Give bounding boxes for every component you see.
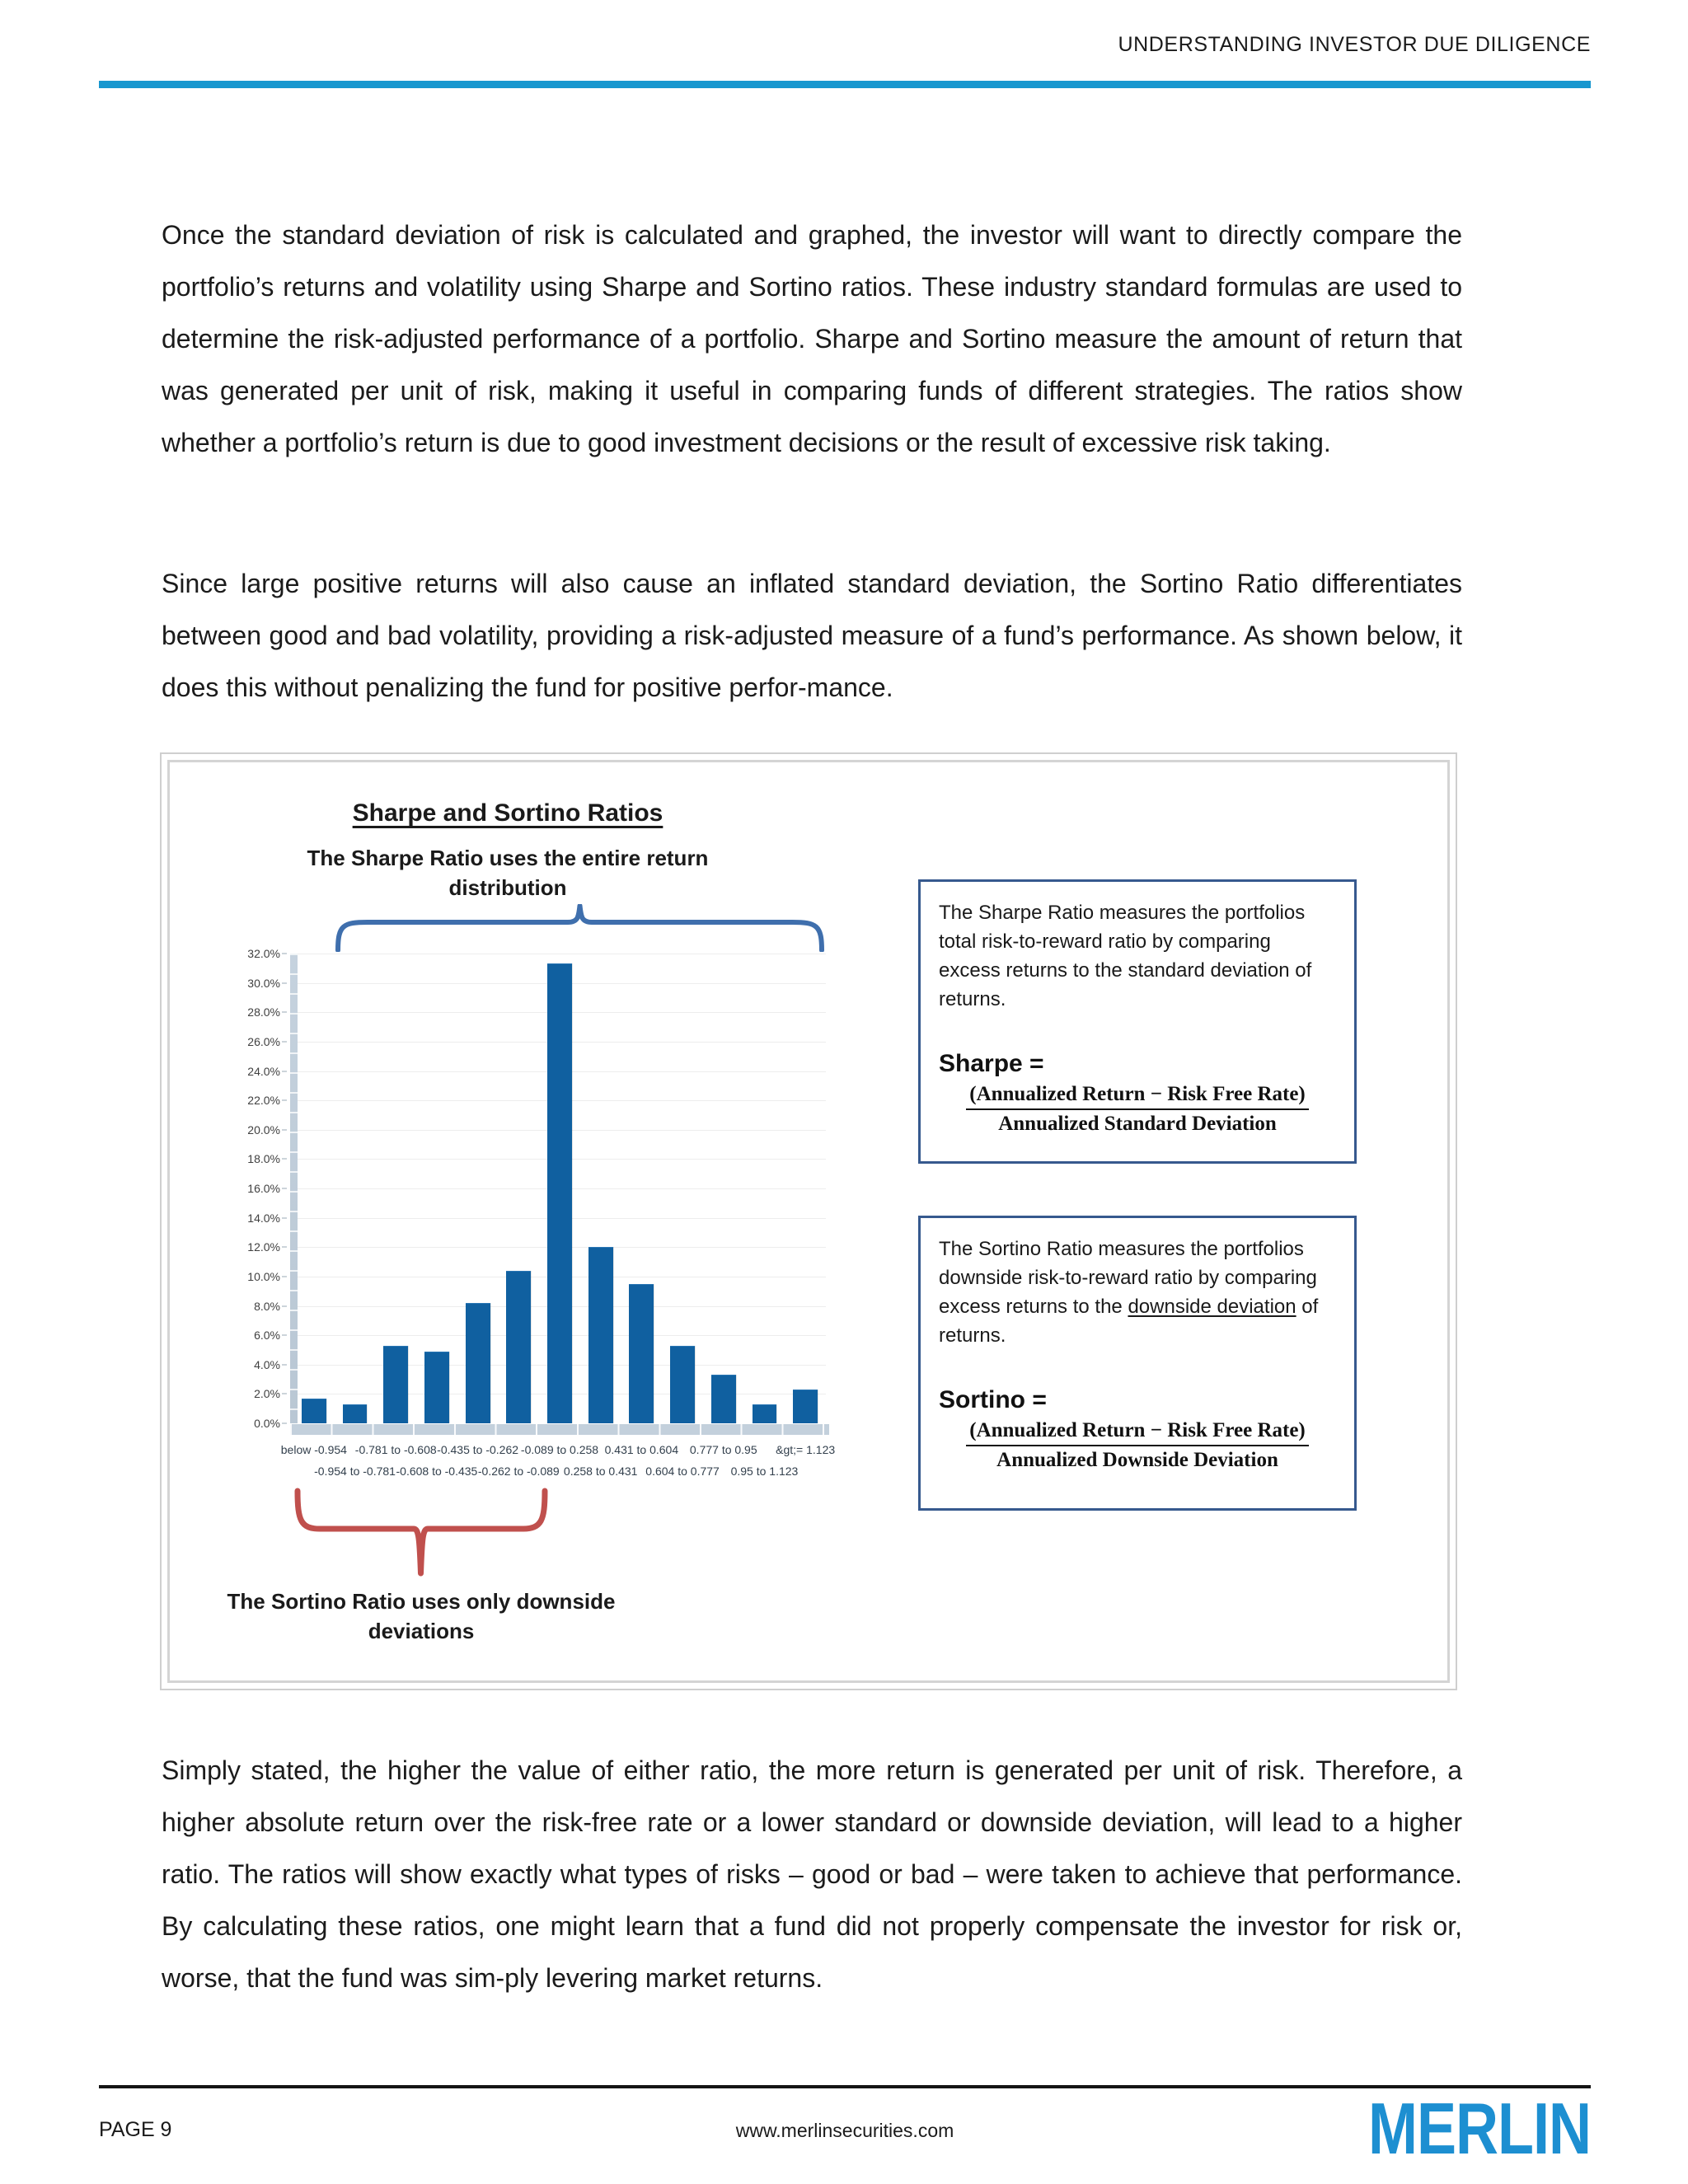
sortino-description-part2: of returns.	[939, 1296, 1319, 1347]
y-axis-tick-label: 30.0%	[247, 976, 280, 990]
paragraph-1: Once the standard deviation of risk is calculated and graphed, the investor will want to directly compare the portfolio’s returns and volatility using Sharpe and Sortino ratios. These industry standard formulas are used to determine the risk-adjusted performance of a portfolio. Sharpe and Sortino measure the amount of return that was generated per unit of risk, making it useful in comparing funds of different strategies. The ratios show whether a portfolio’s return is due to good investment decisions or the result of excessive risk taking.	[162, 220, 1462, 457]
bar-slot	[580, 954, 621, 1423]
sharpe-info-box	[918, 879, 1357, 1164]
bar-slot	[744, 954, 785, 1423]
x-axis-tick-label: below -0.954	[280, 1443, 347, 1456]
bar-slot	[335, 954, 376, 1423]
y-axis-tick-mark	[282, 1335, 287, 1336]
y-axis-tick-mark	[282, 1188, 287, 1189]
chart-bar	[547, 963, 572, 1423]
bar-slot	[375, 954, 416, 1423]
bar-slot	[662, 954, 703, 1423]
chart-bar	[302, 1399, 326, 1423]
sharpe-formula-denominator: Annualized Standard Deviation	[998, 1113, 1277, 1135]
merlin-logo: MERLIN	[1368, 2089, 1591, 2170]
y-axis-tick-label: 22.0%	[247, 1094, 280, 1108]
bar-slot	[621, 954, 663, 1423]
y-axis-tick-label: 2.0%	[254, 1387, 280, 1401]
chart-bar	[588, 1247, 613, 1423]
y-axis-tick-mark	[282, 1364, 287, 1365]
figure-title: Sharpe and Sortino Ratios	[352, 799, 663, 827]
bar-slot	[293, 954, 335, 1423]
y-axis-tick-label: 14.0%	[247, 1211, 280, 1225]
y-axis-tick-label: 6.0%	[254, 1329, 280, 1343]
footer-website-url: www.merlinsecurities.com	[735, 2120, 954, 2141]
y-axis-labels	[204, 947, 287, 1430]
x-axis-tick-label: &gt;= 1.123	[776, 1443, 836, 1456]
figure-panel	[167, 760, 1450, 1683]
sortino-description-part1: The Sortino Ratio measures the portfolios downside risk-to-reward ratio by comparing excess returns to the	[939, 1238, 1317, 1318]
y-axis-tick-mark	[282, 1217, 287, 1218]
bar-slot	[703, 954, 744, 1423]
x-axis-tick-label: 0.95 to 1.123	[730, 1465, 799, 1478]
sortino-formula	[939, 1419, 1336, 1472]
sortino-description-underlined: downside deviation	[1128, 1296, 1296, 1318]
footer-divider-rule	[99, 2085, 1591, 2088]
sharpe-formula	[939, 1083, 1336, 1136]
chart-plot-area	[247, 947, 836, 1478]
y-axis-tick-mark	[282, 982, 287, 983]
bar-slot	[785, 954, 826, 1423]
x-axis-tick-label: -0.608 to -0.435	[396, 1465, 478, 1478]
x-axis-tick-label: -0.089 to 0.258	[520, 1443, 599, 1456]
y-axis-tick-mark	[282, 1276, 287, 1277]
chart-bar	[670, 1346, 695, 1423]
x-axis-tick-label: -0.435 to -0.262	[437, 1443, 519, 1456]
chart-bar	[793, 1390, 818, 1423]
x-axis-tick-label: -0.954 to -0.781	[314, 1465, 396, 1478]
x-axis-labels	[275, 1441, 844, 1499]
x-axis-tick-label: 0.777 to 0.95	[689, 1443, 757, 1456]
sortino-formula-denominator: Annualized Downside Deviation	[996, 1449, 1278, 1471]
x-axis-tick-label: -0.781 to -0.608	[354, 1443, 437, 1456]
y-axis-tick-mark	[282, 1041, 287, 1042]
y-axis-tick-label: 18.0%	[247, 1152, 280, 1166]
y-axis-tick-mark	[282, 1129, 287, 1130]
page-header	[99, 33, 1591, 95]
header-title: UNDERSTANDING INVESTOR DUE DILIGENCE	[1118, 33, 1591, 56]
y-axis-tick-mark	[282, 1305, 287, 1306]
sortino-label: Sortino =	[939, 1386, 1047, 1413]
sharpe-description: The Sharpe Ratio measures the portfolios total risk-to-reward ratio by comparing excess returns to the standard deviation of returns.	[939, 902, 1312, 1010]
x-axis-tick-label: 0.604 to 0.777	[645, 1465, 720, 1478]
y-axis-tick-label: 4.0%	[254, 1357, 280, 1371]
y-axis-tick-label: 16.0%	[247, 1182, 280, 1195]
header-divider-rule	[99, 81, 1591, 88]
y-axis-tick-label: 8.0%	[254, 1299, 280, 1313]
y-axis-tick-mark	[282, 1100, 287, 1101]
sortino-info-box	[918, 1216, 1357, 1511]
chart-bar	[343, 1404, 368, 1423]
x-axis-tick-label: -0.262 to -0.089	[477, 1465, 560, 1478]
bar-slot	[498, 954, 539, 1423]
chart-bar	[466, 1303, 490, 1423]
bar-slot	[539, 954, 580, 1423]
paragraph-3: Simply stated, the higher the value of either ratio, the more return is generated per unit of risk. Therefore, a higher absolute return over the risk-free rate or a lower standard or downside deviation, will lead to a higher ratio. The ratios will show exactly what types of risks – good or bad – were taken to achieve that performance. By calculating these ratios, one might learn that a fund did not properly compensate the investor for risk or, worse, that the fund was sim-ply levering market returns.	[162, 1755, 1462, 1993]
y-axis-tick-label: 26.0%	[247, 1034, 280, 1048]
figure-top-annotation: The Sharpe Ratio uses the entire return distribution	[307, 846, 709, 900]
x-axis-spine	[290, 1424, 829, 1435]
chart-bar	[711, 1375, 736, 1423]
page-footer	[99, 2089, 1591, 2172]
y-axis-tick-label: 10.0%	[247, 1269, 280, 1283]
y-axis-tick-label: 32.0%	[247, 947, 280, 960]
y-axis-tick-mark	[282, 1012, 287, 1013]
x-axis-tick-label: 0.258 to 0.431	[563, 1465, 638, 1478]
y-axis-tick-mark	[282, 1159, 287, 1160]
y-axis-tick-label: 20.0%	[247, 1122, 280, 1137]
bar-slot	[457, 954, 499, 1423]
y-axis-tick-mark	[282, 1247, 287, 1248]
x-axis-tick-label: 0.431 to 0.604	[604, 1443, 679, 1456]
y-axis-tick-label: 12.0%	[247, 1240, 280, 1254]
chart-bar	[753, 1404, 777, 1423]
sharpe-formula-numerator: (Annualized Return − Risk Free Rate)	[966, 1083, 1309, 1110]
figure-bottom-annotation: The Sortino Ratio uses only downside deviations	[227, 1589, 616, 1643]
bottom-brace-icon	[293, 1488, 549, 1578]
y-axis-tick-label: 0.0%	[254, 1417, 280, 1430]
bar-slot	[416, 954, 457, 1423]
chart-bar	[424, 1352, 449, 1423]
chart-bars	[293, 954, 826, 1423]
chart-bar	[383, 1346, 408, 1423]
chart-bar	[506, 1271, 531, 1423]
sharpe-label: Sharpe =	[939, 1050, 1044, 1077]
y-axis-tick-mark	[282, 1423, 287, 1424]
sortino-formula-numerator: (Annualized Return − Risk Free Rate)	[966, 1419, 1309, 1446]
page-number: PAGE 9	[99, 2118, 172, 2141]
top-brace-icon	[335, 904, 825, 952]
paragraph-2: Since large positive returns will also cause an inflated standard deviation, the Sortino Ratio differentiates between good and bad volatility, providing a risk-adjusted measure of a fund’s performance. As shown below, it does this without penalizing the fund for positive perfor-mance.	[162, 569, 1462, 702]
sortino-description	[939, 1235, 1336, 1350]
y-axis-tick-label: 24.0%	[247, 1064, 280, 1078]
y-axis-tick-label: 28.0%	[247, 1005, 280, 1019]
chart-bar	[629, 1284, 654, 1423]
